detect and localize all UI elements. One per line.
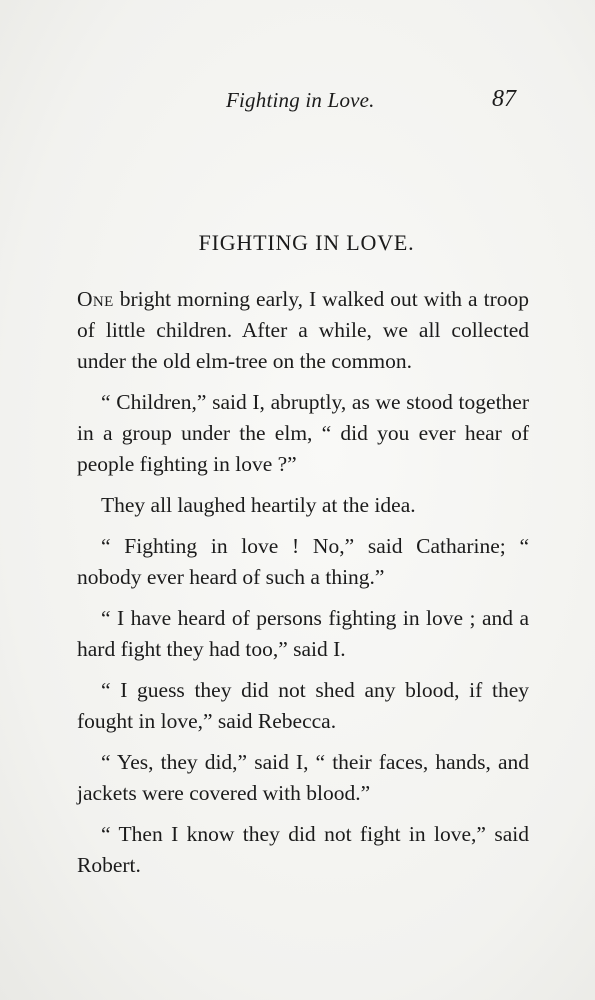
running-title: Fighting in Love. <box>226 88 375 112</box>
paragraph-3: They all laughed heartily at the idea. <box>101 493 416 517</box>
paragraph-7: “ Yes, they did,” said I, “ their faces, hands, and jackets were covered with blood.” <box>77 750 529 805</box>
paragraph-4: “ Fighting in love ! No,” said Catharine; “ nobody ever heard of such a thing.” <box>77 534 529 589</box>
paragraph-8: “ Then I know they did not fight in love,” said Robert. <box>77 822 529 877</box>
running-head <box>0 88 595 118</box>
paragraph-1-text: bright morning early, I walked out with a troop of little children. After a while, we all collected under the old elm-tree on the common. <box>77 287 529 373</box>
chapter-title: FIGHTING IN LOVE. <box>198 230 415 255</box>
paragraph-1 <box>77 284 529 377</box>
paragraph-6: “ I guess they did not shed any blood, if they fought in love,” said Rebecca. <box>77 678 529 733</box>
paragraph-2: “ Children,” said I, abruptly, as we stood together in a group under the elm, “ did you ever hear of people fighting in love ?” <box>77 390 529 476</box>
page-number: 87 <box>492 86 516 112</box>
body-text <box>77 284 529 891</box>
paragraph-5: “ I have heard of persons fighting in love ; and a hard fight they had too,” said I. <box>77 606 529 661</box>
paragraph-1-lead: One <box>77 287 114 311</box>
